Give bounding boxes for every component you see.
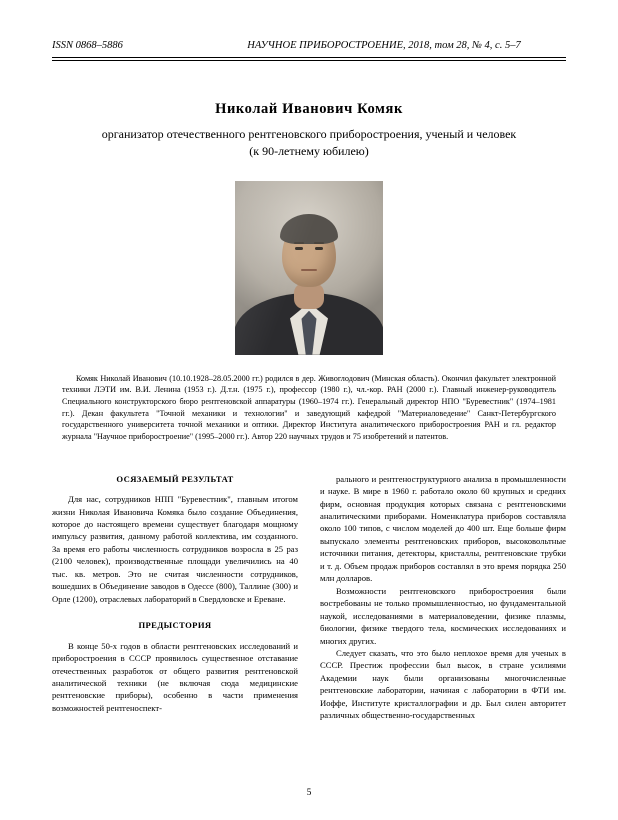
biography-block <box>62 373 556 443</box>
portrait-figure <box>52 181 566 355</box>
subtitle-line-1: организатор отечественного рентгеновского приборостроения, ученый и человек <box>101 127 517 141</box>
page-number: 5 <box>306 788 312 798</box>
right-paragraph-3: Следует сказать, что это было неплохое время для ученых в СССР. Престиж профессии был высок, в стране усилиями Академии наук были организованы многочисленные рентгеновские лаборатории, начиная с лаборатории в ФТИ им. Иоффе, Институте кристаллографии и др. Был силен авторитет различных общественно-государственных <box>320 647 566 721</box>
page-title: Николай Иванович Комяк <box>215 101 403 117</box>
section-heading-prehistory: ПРЕДЫСТОРИЯ <box>138 620 212 631</box>
biography-text: Комяк Николай Иванович (10.10.1928–28.05.2000 гг.) родился в дер. Живоглодович (Минская область). Окончил факультет электронной техники ЛЭТИ им. В.И. Ленина (1953 г.). Д.т.н. (1975 г.), профессор (1980 г.), чл.-кор. РАН (2000 г.). Главный инженер-руководитель Специального конструкторского бюро рентгеновской аппаратуры (1960–1974 гг.). Генеральный директор НПО "Буревестник" (1974–1981 гг.). Декан факультета "Точной механики и технологии" и заведующий кафедрой "Материаловедение" Санкт-Петербургского государственного университета точной механики и оптики. Директор Института аналитического приборостроения РАН и гл. редактор журнала "Научное приборостроение" (1995–2000 гг.). Автор 220 научных трудов и 75 изобретений и патентов. <box>62 373 556 441</box>
left-paragraph-2: В конце 50-х годов в области рентгеновских исследований и приборостроения в СССР проявилось существенное отставание отечественных разработок от общего развития рентгеновской аналитической техники (не включая сюда медицинские рентгеновские приборы), особенно в части применения возможностей рентгеноспект- <box>52 640 298 713</box>
portrait-glare <box>235 181 383 355</box>
right-paragraph-1: рального и рентгеноструктурного анализа в промышленности и науке. В мире в 1960 г. работало около 60 крупных и средних фирм, основная продукция которых связана с рентгеновскими аналитическими приборами. Номенклатура приборов составляла около 100 типов, с числом моделей до 400 шт. Еще больше фирм выпускало элементы рентгеновских приборов, высоковольтные источники питания, детекторы, кристаллы, рентгеновские трубки и т. д. Объем продаж приборов составлял в это время порядка 250 млн долларов. <box>320 473 566 584</box>
right-column <box>320 473 566 722</box>
journal-citation: НАУЧНОЕ ПРИБОРОСТРОЕНИЕ, 2018, том 28, № 4, с. 5–7 <box>247 40 521 51</box>
header-rule-top <box>52 57 566 58</box>
portrait-photo <box>235 181 383 355</box>
section-heading-result: ОСЯЗАЕМЫЙ РЕЗУЛЬТАТ <box>116 473 234 484</box>
left-column <box>52 473 298 722</box>
subtitle-line-2: (к 90-летнему юбилею) <box>249 144 369 159</box>
body-columns <box>52 473 566 722</box>
subtitle <box>52 126 566 161</box>
right-paragraph-2: Возможности рентгеновского приборостроения были востребованы не только промышленностью, но фундаментальной наукой, исследованиями в материаловедении, физике плазмы, биологии, физике твердого тела, космических исследованиях и многих других. <box>320 585 566 646</box>
page-header <box>52 40 566 57</box>
issn-text: ISSN 0868–5886 <box>52 40 123 51</box>
left-paragraph-1: Для нас, сотрудников НПП "Буревестник", главным итогом жизни Николая Ивановича Комяка было создание Объединения, которое до настоящего времени существует благодаря мощному импульсу развития, данному работой коллектива, им созданного. За время его работы численность сотрудников возросла в 25 раз (2100 человек), производственные площади увеличились на 40 тыс. кв. метров. Это не считая численности сотрудников, вошедших в Объединение заводов в Одессе (800), Таллине (300) и Орле (1200), отраслевых лабораторий в Свердловске и Ереване. <box>52 494 298 604</box>
title-block <box>52 101 566 161</box>
header-rule-bottom <box>52 60 566 61</box>
